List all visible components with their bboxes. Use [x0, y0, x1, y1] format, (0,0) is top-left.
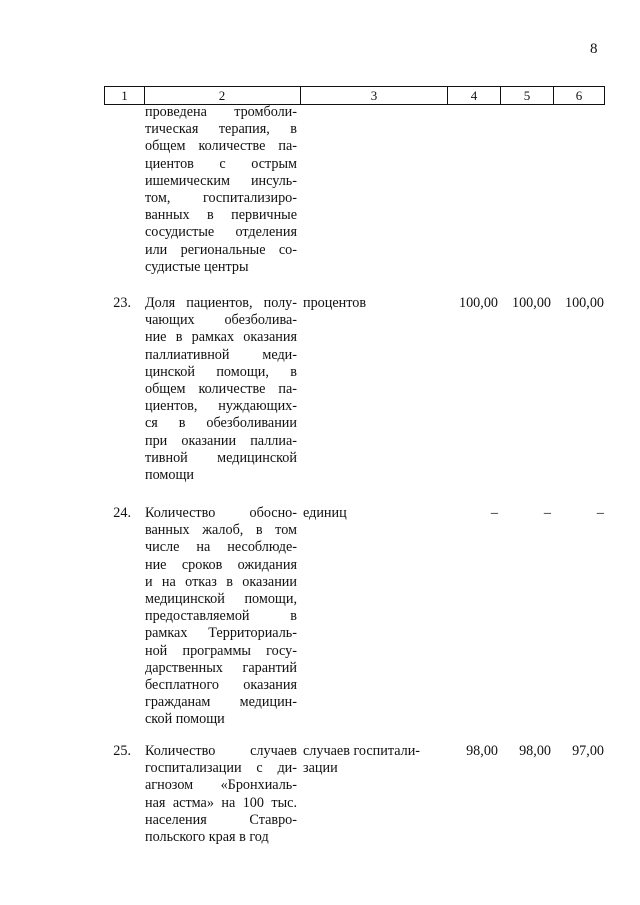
text-line: ние в рамках оказания [145, 329, 297, 346]
text-line: и на отказ в оказании [145, 573, 297, 590]
text-line: проведена тромболи- [145, 104, 297, 120]
page-number: 8 [590, 41, 598, 57]
header-col-1: 1 [104, 86, 145, 105]
text-line: Количество случаев [145, 743, 297, 759]
value-col-4: – [490, 505, 498, 521]
indicator-name [145, 295, 297, 484]
text-line: агнозом «Бронхиаль- [145, 777, 297, 794]
text-line: ся в обезболивании [145, 415, 297, 432]
text-line: госпитализации с ди- [145, 760, 297, 777]
value-col-4: 98,00 [466, 743, 498, 759]
text-line: сосудистые отделения [145, 224, 297, 241]
value-col-5: 100,00 [511, 295, 551, 311]
text-line: ная астма» на 100 тыс. [145, 794, 297, 811]
text-line: ишемическим инсуль- [145, 172, 297, 189]
text-line: зации [303, 760, 338, 777]
text-line: случаев госпитали- [303, 743, 421, 759]
value-col-6: – [596, 505, 604, 521]
text-line: единиц [303, 505, 347, 521]
value-col-5: 98,00 [519, 743, 551, 759]
row-number: 23. [113, 295, 131, 311]
value-col-4: 100,00 [458, 295, 498, 311]
unit-of-measure [303, 505, 447, 522]
header-col-6: 6 [554, 86, 605, 105]
text-line: помощи [145, 467, 195, 484]
text-line: населения Ставро- [145, 811, 297, 828]
indicator-name [145, 505, 297, 729]
continuation-text [145, 104, 297, 276]
text-line: гражданам медицин- [145, 694, 297, 711]
text-line: тическая терапия, в [145, 121, 297, 138]
text-line: предоставляемой в [145, 608, 297, 625]
text-line: медицинской помощи, [145, 591, 297, 608]
text-line: Доля пациентов, полу- [145, 295, 297, 311]
text-line: циентов, нуждающих- [145, 398, 297, 415]
text-line: бесплатного оказания [145, 677, 297, 694]
text-line: тивной медицинской [145, 449, 297, 466]
text-line: польского края в год [145, 829, 269, 846]
text-line: дарственных гарантий [145, 659, 297, 676]
text-line: общем количестве па- [145, 381, 297, 398]
text-line: общем количестве па- [145, 138, 297, 155]
header-col-4: 4 [448, 86, 501, 105]
text-line: паллиативной меди- [145, 346, 297, 363]
text-line: ние сроков ожидания [145, 556, 297, 573]
indicator-name [145, 743, 297, 846]
value-col-5: – [543, 505, 551, 521]
text-line: ской помощи [145, 711, 225, 728]
row-number: 25. [113, 743, 131, 759]
header-col-2: 2 [144, 86, 301, 105]
unit-of-measure [303, 743, 447, 777]
value-col-6: 97,00 [572, 743, 604, 759]
row-number: 24. [113, 505, 131, 521]
text-line: при оказании паллиа- [145, 432, 297, 449]
header-col-3: 3 [301, 86, 448, 105]
text-line: цинской помощи, в [145, 363, 297, 380]
text-line: ванных в первичные [145, 207, 297, 224]
unit-of-measure [303, 295, 447, 312]
text-line: рамках Территориаль- [145, 625, 297, 642]
text-line: числе на несоблюде- [145, 539, 297, 556]
header-col-5: 5 [501, 86, 554, 105]
text-line: процентов [303, 295, 367, 311]
text-line: циентов с острым [145, 155, 297, 172]
text-line: или региональные со- [145, 241, 297, 258]
text-line: том, госпитализиро- [145, 190, 297, 207]
text-line: судистые центры [145, 258, 249, 275]
value-col-6: 100,00 [564, 295, 604, 311]
text-line: Количество обосно- [145, 505, 297, 521]
text-line: ной программы госу- [145, 642, 297, 659]
text-line: чающих обезболива- [145, 312, 297, 329]
text-line: ванных жалоб, в том [145, 522, 297, 539]
